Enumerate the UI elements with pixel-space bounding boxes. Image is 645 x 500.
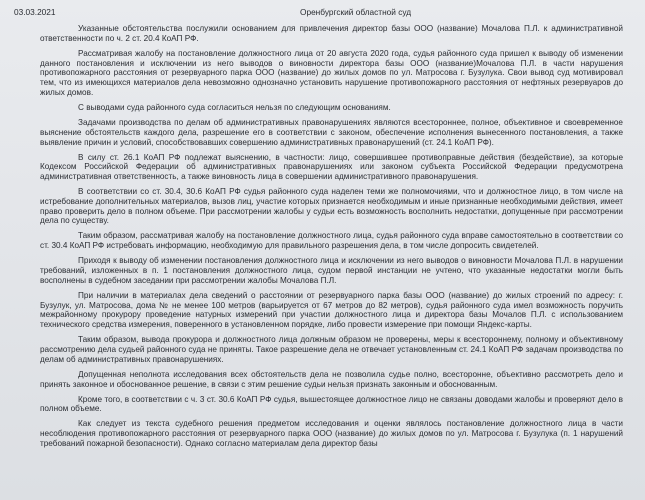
court-name: Оренбургский областной суд	[300, 7, 412, 17]
paragraph: С выводами суда районного суда согласиться нельзя по следующим основаниям.	[78, 102, 391, 112]
document-body	[40, 24, 623, 454]
paragraph: Указанные обстоятельства послужили основанием для привлечения директор базы ООО (название) Мочалова П.Л. к административной ответственности по ч. 2 ст. 20.4 КоАП РФ.	[40, 24, 623, 43]
page-header	[0, 6, 645, 18]
paragraph: Таким образом, вывода прокурора и должностного лица должным образом не проверены, меры к всестороннему, полному и объективному рассмотрению дела судьей районного суда не приняты. Такое разрешение дела не отвечает установленным ст. 24.1 КоАП РФ задачам производства по делам об административных правонарушениях.	[40, 335, 623, 364]
paragraph: При наличии в материалах дела сведений о расстоянии от резервуарного парка базы ООО (название) до жилых строений по адресу: г. Бузулук, ул. Матросова, дома № не менее 100 метров (варьируется от 67 метров до 82 метров), судья районного суда имел возможность поручить межрайонному прокурору проведение натурных измерений при участии должностного лица и директора базы Мочалов П.Л. с использованием технического средства измерения, поверенного в установленном порядке, либо провести измерение при помощи Яндекс-карты.	[40, 290, 623, 330]
paragraph: В силу ст. 26.1 КоАП РФ подлежат выяснению, в частности: лицо, совершившее противоправные действия (бездействие), за которые Кодексом Российской Федерации об административных правонарушениях или законом субъекта Российской Федерации предусмотрена административная ответственность, а также виновность лица в совершении административного правонарушения.	[40, 152, 623, 182]
paragraph: Кроме того, в соответствии с ч. 3 ст. 30.6 КоАП РФ судья, вышестоящее должностное лицо не связаны доводами жалобы и проверяют дело в полном объеме.	[40, 394, 623, 414]
paragraph: В соответствии со ст. 30.4, 30.6 КоАП РФ судья районного суда наделен теми же полномочиями, что и должностное лицо, в том числе на истребование дополнительных материалов, вызов лиц, участие которых признается необходимым и иные признанные необходимыми действия, имеет право проверить дело в полном объеме. При рассмотрении жалобы у судьи есть возможность восполнить недостатки, допущенные при рассмотрении дела по существу.	[40, 187, 623, 226]
paragraph: Приходя к выводу об изменении постановления должностного лица и исключении из него выводов о виновности Мочалова П.Л. в нарушении требований, изложенных в п. 1 постановления должностного лица, судом первой инстанции не учтено, что указанные недостатки могли быть восполнены в судебном заседании при рассмотрении жалобы Мочалова П.Л.	[40, 256, 623, 285]
document-date: 03.03.2021	[14, 7, 56, 17]
paragraph: Допущенная неполнота исследования всех обстоятельств дела не позволила судье полно, всесторонне, объективно рассмотреть дело и принять законное и обоснованное решение, в связи с этим решение судьи нельзя признать законным и обоснованным.	[40, 369, 623, 389]
paragraph: Таким образом, рассматривая жалобу на постановление должностного лица, судья районного суда вправе самостоятельно в соответствии со ст. 30.4 КоАП РФ истребовать информацию, необходимую для правильного разрешения дела, в том числе допросить свидетелей.	[40, 231, 623, 251]
paragraph: Задачами производства по делам об административных правонарушениях являются всестороннее, полное, объективное и своевременное выяснение обстоятельств каждого дела, разрешение его в соответствии с законом, обеспечение исполнения вынесенного постановления, а также выявление причин и условий, способствовавших совершению административных правонарушений (ст. 24.1 КоАП РФ).	[40, 117, 623, 147]
paragraph: Как следует из текста судебного решения предметом исследования и оценки являлось постановление должностного лица в части несоблюдения противопожарного расстояния от резервуарного парка ООО (название) до жилых домов по ул. Матросова г. Бузулука (п. 1 нарушений требований пожарной безопасности). Однако согласно материалам дела директор базы	[40, 419, 623, 448]
paragraph: Рассматривая жалобу на постановление должностного лица от 20 августа 2020 года, судья районного суда пришел к выводу об изменении данного постановления и исключении из него выводов о виновности директора базы ООО (название)Мочалова П.Л. в части нарушения противопожарного расстояния от резервуарного парка ООО (название) до жилых домов по ул. Матросова г. Бузулука. Свои вывод суд мотивировал тем, что из имеющихся материалов дела невозможно однозначно установить нарушение противопожарного расстояния от нефтяных резервуаров до жилых домов.	[40, 48, 623, 97]
